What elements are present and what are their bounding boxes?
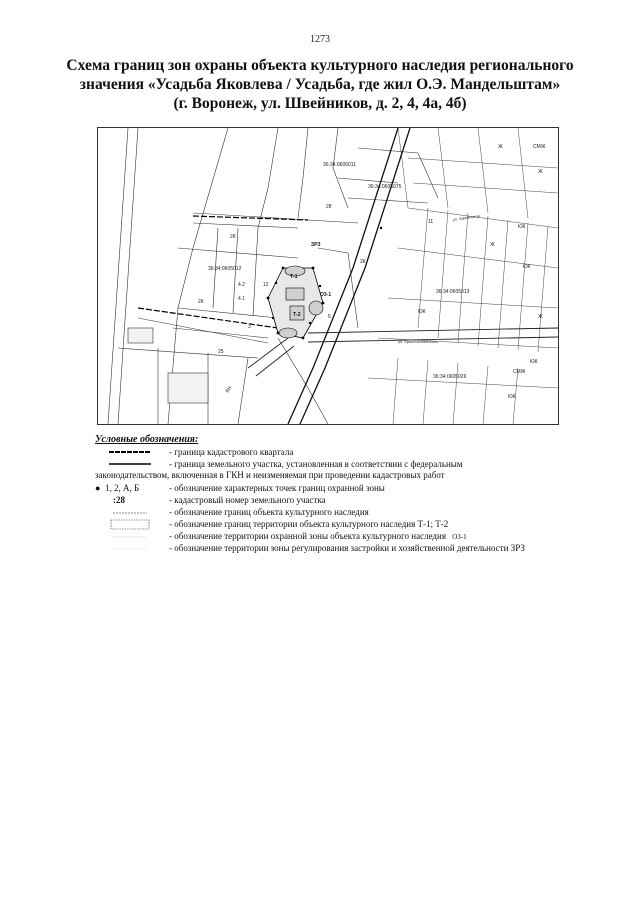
map-label-4-2: 4.2 (238, 282, 245, 288)
legend-symbol-heritage-object (95, 507, 165, 518)
map-label-zrz: ЗРЗ (311, 242, 321, 248)
map-label-kzh-e: КЖ (508, 394, 516, 400)
map-label-t2: Т-2 (293, 312, 301, 318)
map-label-2k-b: 2К (198, 299, 204, 305)
legend-symbol-zrz (95, 543, 165, 554)
legend-symbol-protection-zone (95, 531, 165, 542)
title-line-1: Схема границ зон охраны объекта культурного наследия регионального (66, 57, 574, 74)
map-label-zh-d: Ж (538, 314, 543, 320)
map-label-28: 28 (326, 204, 332, 210)
legend-text-protection-zone-suffix: О3-1 (452, 533, 467, 541)
map-label-kzh-c: КЖ (523, 264, 531, 270)
legend-text-quarter: - граница кадастрового квартала (169, 447, 294, 457)
map-label-cadastral-5: 36:34:0605026 (433, 374, 467, 380)
legend-symbol-land-plot (95, 459, 165, 470)
map-label-cadastral-2: 36:34:0605075 (368, 184, 402, 190)
legend-text-heritage-object: - обозначение границ объекта культурного наследия (169, 507, 369, 517)
map-label-smzh-b: СМЖ (513, 369, 526, 375)
page-title (60, 56, 580, 113)
legend-symbol-cadastral-number: :28 (113, 495, 125, 505)
map-label-11: 11 (428, 219, 434, 225)
legend-text-heritage-territory: - обозначение границ территории объекта культурного наследия Т-1; Т-2 (169, 519, 449, 529)
map-label-street-2: ул. Краснознаменная (398, 339, 438, 344)
map-label-cadastral-1: 36:34:0605011 (323, 162, 356, 168)
legend-text-cadastral-number: - кадастровый номер земельного участка (169, 495, 326, 505)
legend-heading: Условные обозначения: (95, 434, 199, 445)
map-label-2k-a: 2К (230, 234, 236, 240)
map-label-2k-c: 2К (360, 259, 366, 265)
legend-symbol-heritage-territory (95, 519, 165, 530)
map-label-smzh-a: СМЖ (533, 144, 546, 150)
map-label-zh-a: Ж (498, 144, 503, 150)
map-label-o3: О3-1 (320, 292, 332, 298)
legend-text-land-plot-cont: законодательством, включенная в ГКН и неизменяемая при проведении кадастровых работ (95, 470, 445, 480)
title-line-2: значения «Усадьба Яковлева / Усадьба, где жил О.Э. Мандельштам» (79, 76, 561, 93)
map-label-5: 5 (328, 314, 331, 320)
cadastral-map (97, 127, 559, 425)
map-label-kn: КН (224, 385, 234, 395)
map-label-25: 25 (218, 349, 224, 355)
map-label-zh-c: Ж (490, 242, 495, 248)
map-label-cadastral-4: 36:34:0605013 (436, 289, 470, 295)
legend-text-zrz: - обозначение территории зоны регулирования застройки и хозяйственной деятельности ЗРЗ (169, 543, 525, 553)
map-label-3: 3 (248, 324, 251, 330)
map-label-4-1: 4.1 (238, 296, 245, 302)
map-label-street-1: ул. Швейников (452, 213, 481, 222)
map-label-12: 12 (263, 282, 269, 288)
map-label-t1: Т-1 (290, 274, 298, 280)
map-label-cadastral-3: 36:34:0605012 (208, 266, 242, 272)
legend-symbol-quarter (95, 447, 165, 458)
map-drawing (98, 128, 558, 424)
legend-text-points: - обозначение характерных точек границ охранной зоны (169, 483, 385, 493)
legend-text-protection-zone (169, 531, 467, 543)
legend-symbol-points-dot: ● (95, 483, 101, 493)
title-line-3: (г. Воронеж, ул. Швейников, д. 2, 4, 4а, 4б) (173, 95, 467, 112)
map-label-kzh-a: КЖ (518, 224, 526, 230)
map-label-zh-b: Ж (538, 169, 543, 175)
map-label-kzh-b: КЖ (418, 309, 426, 315)
page-number: 1273 (310, 34, 330, 45)
map-label-kzh-d: КЖ (530, 359, 538, 365)
legend-text-protection-zone-main: - обозначение территории охранной зоны объекта культурного наследия (169, 531, 446, 541)
legend-text-land-plot: - граница земельного участка, установленная в соответствии с федеральным (169, 459, 463, 469)
legend-symbol-points: 1, 2, А, Б (105, 483, 140, 493)
